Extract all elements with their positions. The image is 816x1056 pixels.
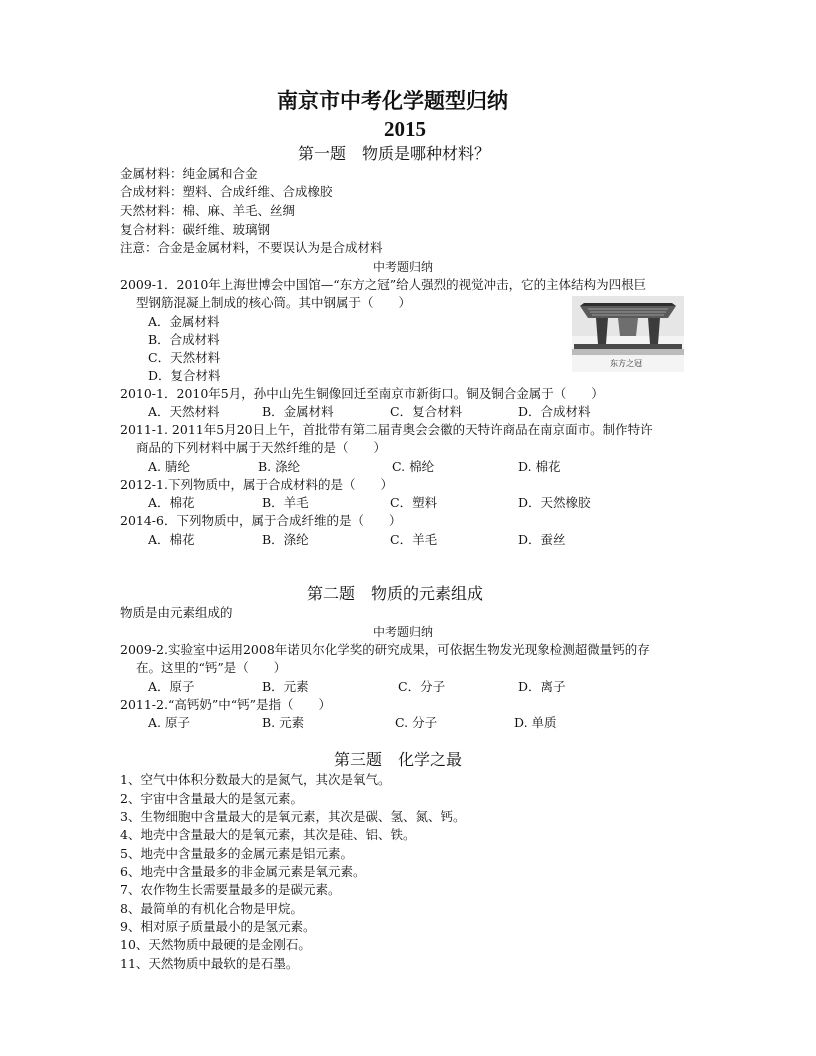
option-d: D．复合材料 <box>148 368 221 383</box>
option-d: D. 单质 <box>514 715 557 730</box>
list-item: 9、相对原子质量最小的是氢元素。 <box>120 919 316 934</box>
option-a: A. 腈纶 <box>148 459 190 474</box>
list-item: 2、宇宙中含量最大的是氢元素。 <box>120 791 303 806</box>
china-pavilion-photo <box>572 296 684 372</box>
note-line: 合成材料：塑料、合成纤维、合成橡胶 <box>120 184 333 199</box>
option-b: B. 元素 <box>262 715 305 730</box>
question-text: 型钢筋混凝上制成的核心筒。其中钢属于（ ） <box>136 295 412 310</box>
option-c: C. 棉纶 <box>392 459 435 474</box>
option-c: C．塑料 <box>390 495 438 510</box>
list-item: 4、地壳中含量最大的是氧元素，其次是硅、铝、铁。 <box>120 827 416 842</box>
section-3-heading: 第三题 化学之最 <box>334 750 463 769</box>
option-c: C. 分子 <box>395 715 438 730</box>
question-text: 2011-1. 2011年5月20日上午，首批带有第二届青奥会会徽的天特许商品在南京面市。制作特许 <box>120 422 653 437</box>
question-text: 2010-1．2010年5月，孙中山先生铜像回迁至南京市新街口。铜及铜合金属于（ ） <box>120 386 604 401</box>
option-a: A．原子 <box>148 679 195 694</box>
option-d: D．天然橡胶 <box>518 495 591 510</box>
option-a: A．棉花 <box>148 532 195 547</box>
section-1-subheading: 中考题归纳 <box>373 260 434 274</box>
document-year: 2015 <box>384 117 426 141</box>
section-2-intro: 物质是由元素组成的 <box>120 605 233 620</box>
note-line: 天然材料：棉、麻、羊毛、丝绸 <box>120 203 296 218</box>
option-c: C．天然材料 <box>148 350 221 365</box>
option-d: D. 棉花 <box>518 459 561 474</box>
option-c: C．分子 <box>398 679 446 694</box>
list-item: 10、天然物质中最硬的是金刚石。 <box>120 937 311 952</box>
option-d: D．合成材料 <box>518 404 591 419</box>
list-item: 6、地壳中含量最多的非金属元素是氧元素。 <box>120 864 366 879</box>
note-line: 复合材料：碳纤维、玻璃钢 <box>120 222 271 237</box>
question-text: 2014-6．下列物质中，属于合成纤维的是（ ） <box>120 513 402 528</box>
question-text: 2011-2.“高钙奶”中“钙”是指（ ） <box>120 697 332 712</box>
option-b: B．金属材料 <box>262 404 334 419</box>
list-item: 7、农作物生长需要量最多的是碳元素。 <box>120 882 341 897</box>
option-a: A．天然材料 <box>148 404 220 419</box>
note-line: 金属材料：纯金属和合金 <box>120 166 258 181</box>
question-text: 2009-1．2010年上海世博会中国馆—“东方之冠”给人强烈的视觉冲击，它的主体结构为四根巨 <box>120 277 647 292</box>
section-2-heading: 第二题 物质的元素组成 <box>307 584 484 603</box>
question-text: 2012-1.下列物质中，属于合成材料的是（ ） <box>120 477 393 492</box>
option-b: B．元素 <box>262 679 309 694</box>
photo-caption: 东方之冠 <box>610 359 642 368</box>
list-item: 3、生物细胞中含量最大的是氧元素，其次是碳、氢、氮、钙。 <box>120 809 466 824</box>
option-c: C．羊毛 <box>390 532 438 547</box>
question-text: 商品的下列材料中属于天然纤维的是（ ） <box>136 440 387 455</box>
option-b: B．羊毛 <box>262 495 309 510</box>
option-b: B．合成材料 <box>148 332 220 347</box>
document-title: 南京市中考化学题型归纳 <box>277 88 508 113</box>
question-text: 2009-2.实验室中运用2008年诺贝尔化学奖的研究成果，可依据生物发光现象检测超微量钙的存 <box>120 642 650 657</box>
option-a: A．金属材料 <box>148 314 220 329</box>
note-line: 注意：合金是金属材料，不要误认为是合成材料 <box>120 240 383 255</box>
question-text: 在。这里的“钙”是（ ） <box>136 660 287 675</box>
section-1-heading: 第一题 物质是哪种材料？ <box>298 144 491 163</box>
option-b: B. 涤纶 <box>258 459 301 474</box>
option-d: D．离子 <box>518 679 566 694</box>
option-a: A. 原子 <box>148 715 190 730</box>
option-b: B．涤纶 <box>262 532 309 547</box>
list-item: 5、地壳中含量最多的金属元素是铝元素。 <box>120 846 353 861</box>
option-a: A．棉花 <box>148 495 195 510</box>
option-c: C．复合材料 <box>390 404 463 419</box>
list-item: 1、空气中体积分数最大的是氮气，其次是氧气。 <box>120 772 391 787</box>
list-item: 8、最简单的有机化合物是甲烷。 <box>120 901 303 916</box>
section-2-subheading: 中考题归纳 <box>373 625 434 639</box>
option-d: D．蚕丝 <box>518 532 566 547</box>
list-item: 11、天然物质中最软的是石墨。 <box>120 956 299 971</box>
